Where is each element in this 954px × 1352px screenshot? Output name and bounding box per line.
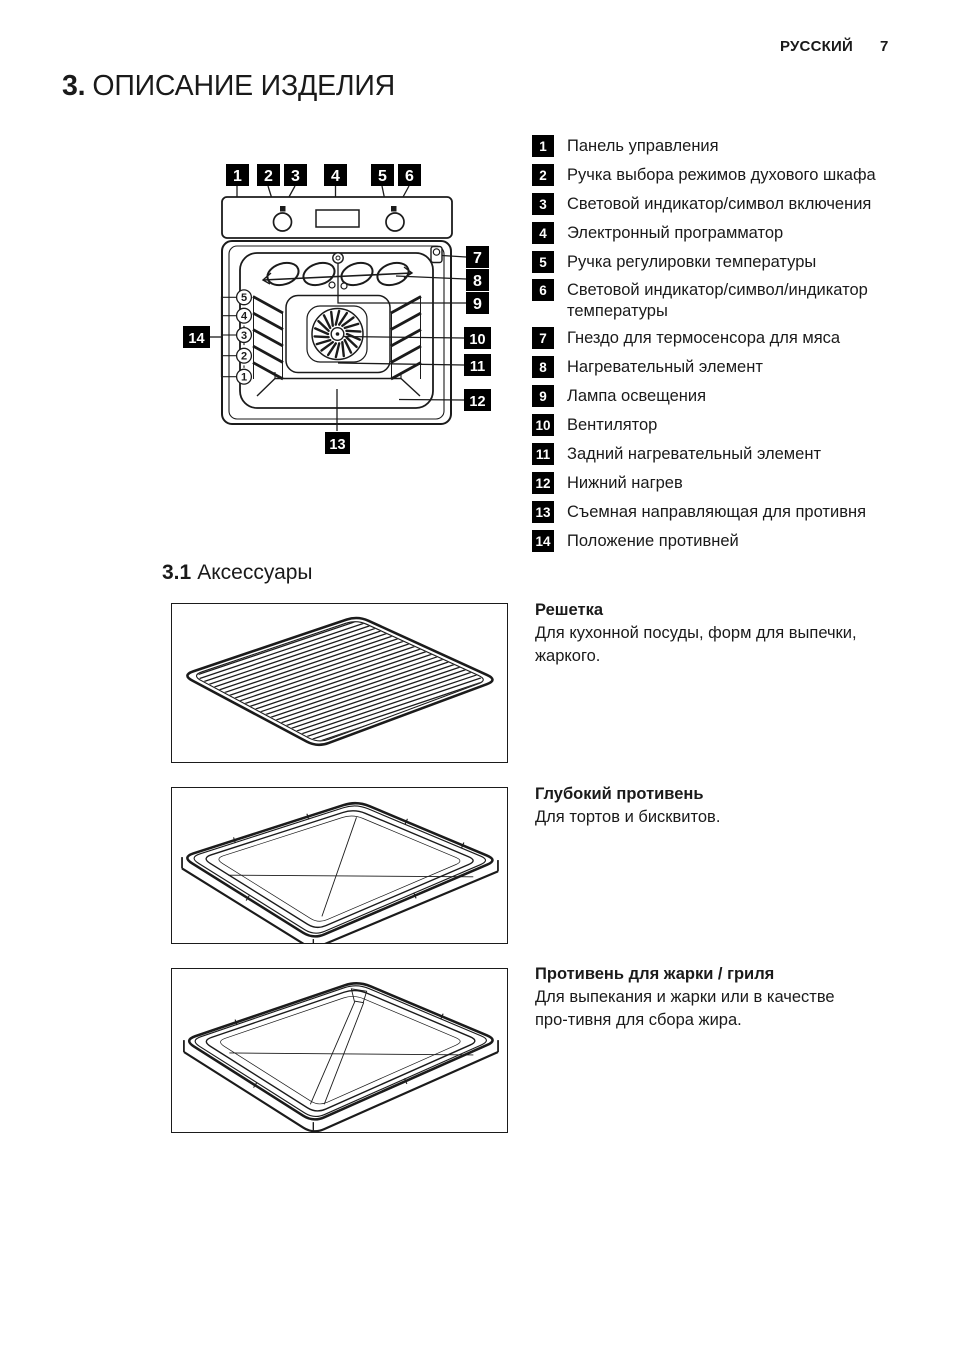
legend-num: 5 xyxy=(532,251,554,273)
legend-label: Нижний нагрев xyxy=(567,474,683,492)
legend-num: 10 xyxy=(532,414,554,436)
accessory-description: Для тортов и бисквитов. xyxy=(535,808,721,826)
section-title-text: Аксессуары xyxy=(197,561,313,584)
header-page-number: 7 xyxy=(880,38,889,55)
shelf-pos-2: 2 xyxy=(240,350,248,363)
accessory-title: Противень для жарки / гриля xyxy=(535,965,775,983)
grill-pan-text xyxy=(535,963,871,1032)
legend-item xyxy=(532,443,897,465)
section-number: 3.1 xyxy=(162,561,192,584)
callout-9: 9 xyxy=(473,296,482,313)
deep-pan-text xyxy=(535,783,871,829)
legend-label: Лампа освещения xyxy=(567,387,707,405)
callout-12: 12 xyxy=(469,394,486,410)
legend-num: 13 xyxy=(532,501,554,523)
legend-num: 2 xyxy=(532,164,554,186)
accessory-title: Глубокий противень xyxy=(535,785,704,803)
legend-label: Электронный программатор xyxy=(567,224,784,242)
legend-label: Вентилятор xyxy=(567,416,658,434)
deep-pan-drawing xyxy=(172,788,507,943)
grill-pan-figure xyxy=(171,968,508,1133)
legend-item xyxy=(532,530,897,552)
power-indicator xyxy=(280,206,286,212)
header-language: РУССКИЙ xyxy=(780,38,853,55)
callout-2: 2 xyxy=(264,168,273,185)
left-shelf-rack xyxy=(253,297,283,380)
legend-label: Ручка выбора режимов духового шкафа xyxy=(567,166,876,184)
wire-shelf-figure xyxy=(171,603,508,763)
legend-label: Задний нагревательный элемент xyxy=(567,445,822,463)
temp-indicator xyxy=(391,206,397,212)
legend-item xyxy=(532,472,897,494)
legend-item xyxy=(532,356,897,378)
callout-14: 14 xyxy=(188,331,205,347)
accessory-description: Для выпекания и жарки или в качестве про-тивня для сбора жира. xyxy=(535,988,835,1029)
legend-item xyxy=(532,251,897,273)
shelf-pos-5: 5 xyxy=(240,292,248,305)
oven-diagram xyxy=(180,160,492,460)
legend-num: 9 xyxy=(532,385,554,407)
legend-num: 8 xyxy=(532,356,554,378)
legend-num: 3 xyxy=(532,193,554,215)
legend-label: Панель управления xyxy=(567,137,719,155)
legend-num: 14 xyxy=(532,530,554,552)
legend-label: Световой индикатор/символ/индикатор температуры xyxy=(567,281,868,320)
legend-num: 12 xyxy=(532,472,554,494)
callout-8: 8 xyxy=(473,273,482,290)
legend-num: 6 xyxy=(532,279,554,301)
callout-5: 5 xyxy=(378,168,387,185)
legend-label: Нагревательный элемент xyxy=(567,358,763,376)
callout-13: 13 xyxy=(329,437,346,453)
legend-label: Положение противней xyxy=(567,532,739,550)
legend-item xyxy=(532,501,897,523)
callout-6: 6 xyxy=(405,168,414,185)
accessory-description: Для кухонной посуды, форм для выпечки, жаркого. xyxy=(535,624,857,665)
shelf-pos-4: 4 xyxy=(240,310,248,323)
legend-item xyxy=(532,279,897,322)
accessory-title: Решетка xyxy=(535,601,603,619)
legend-item xyxy=(532,164,897,186)
shelf-pos-1: 1 xyxy=(240,371,248,384)
legend-label: Съемная направляющая для противня xyxy=(567,503,867,521)
legend-item xyxy=(532,222,897,244)
wire-shelf-drawing xyxy=(172,604,507,762)
chapter-title xyxy=(62,70,395,103)
callout-1: 1 xyxy=(233,168,242,185)
legend-num: 4 xyxy=(532,222,554,244)
shelf-pos-3: 3 xyxy=(240,329,248,342)
legend-num: 7 xyxy=(532,327,554,349)
deep-pan-figure xyxy=(171,787,508,944)
legend-item xyxy=(532,414,897,436)
legend-label: Ручка регулировки температуры xyxy=(567,253,817,271)
chapter-number: 3. xyxy=(62,70,86,102)
grill-pan-drawing xyxy=(172,969,507,1132)
callout-10: 10 xyxy=(469,332,486,348)
callout-4: 4 xyxy=(331,168,340,185)
legend-num: 11 xyxy=(532,443,554,465)
callout-11: 11 xyxy=(469,359,486,375)
wire-shelf-text xyxy=(535,599,871,668)
legend-item xyxy=(532,135,897,157)
legend-label: Световой индикатор/символ включения xyxy=(567,195,872,213)
section-heading xyxy=(162,561,313,585)
control-panel xyxy=(222,197,452,238)
legend-item xyxy=(532,327,897,349)
legend-item xyxy=(532,385,897,407)
callout-7: 7 xyxy=(473,250,482,267)
chapter-title-text: ОПИСАНИЕ ИЗДЕЛИЯ xyxy=(92,70,396,102)
oven-lamp xyxy=(333,253,343,263)
legend-label: Гнездо для термосенсора для мяса xyxy=(567,329,841,347)
callout-3: 3 xyxy=(291,168,300,185)
legend-num: 1 xyxy=(532,135,554,157)
legend-item xyxy=(532,193,897,215)
